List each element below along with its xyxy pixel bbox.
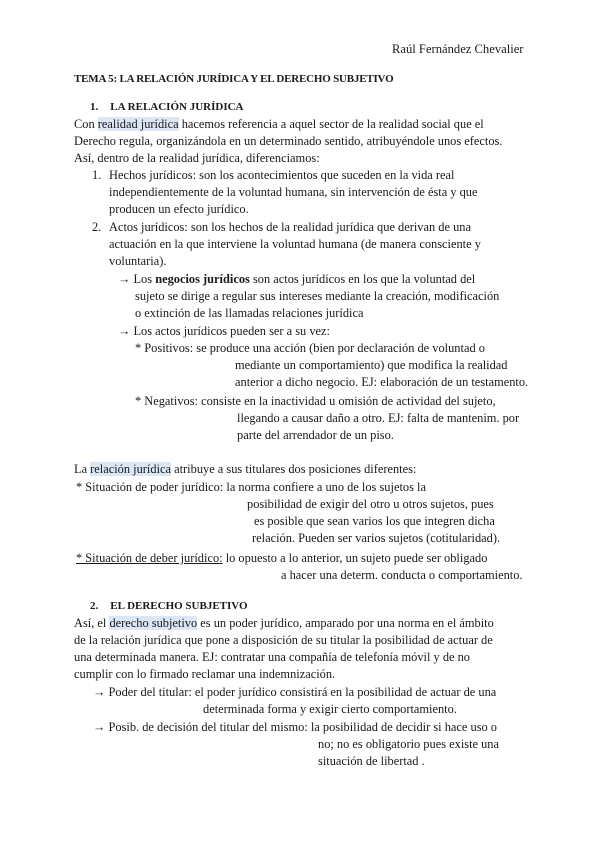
poder-line: * Situación de poder jurídico: la norma confiere a uno de los sujetos la [76, 480, 426, 494]
list-item-line: Hechos jurídicos: son los acontecimientos que suceden en la vida real [109, 168, 455, 182]
term-relacion-juridica: relación jurídica [90, 462, 172, 476]
negativos-line: llegando a causar daño a otro. EJ: falta de mantenim. por [237, 411, 520, 425]
section-1-title: LA RELACIÓN JURÍDICA [110, 101, 244, 113]
paragraph-line: de la relación jurídica que pone a disposición de su titular la posibilidad de actuar de [74, 633, 493, 647]
positivos-line: * Positivos: se produce una acción (bien por declaración de voluntad o [135, 341, 485, 355]
term-realidad-juridica: realidad jurídica [97, 117, 179, 131]
author-name: Raúl Fernández Chevalier [392, 42, 524, 56]
paragraph-line: Así, dentro de la realidad jurídica, diferenciamos: [74, 151, 320, 165]
negocios-line: sujeto se dirige a regular sus intereses mediante la creación, modificación [135, 289, 500, 303]
paragraph-line: Así, el derecho subjetivo es un poder jurídico, amparado por una norma en el ámbito [74, 616, 494, 630]
section-1-heading [90, 99, 244, 115]
actos-line: → Los actos jurídicos pueden ser a su vez: [118, 324, 330, 338]
poder-titular-line: determinada forma y exigir cierto comportamiento. [203, 702, 457, 716]
paragraph-line: una determinada manera. EJ: contratar una compañía de telefonía móvil y de no [74, 650, 470, 664]
document-title: TEMA 5: LA RELACIÓN JURÍDICA Y EL DERECHO SUBJETIVO [74, 73, 394, 85]
list-item-line: Actos jurídicos: son los hechos de la realidad jurídica que derivan de una [109, 220, 471, 234]
section-2-heading [90, 598, 248, 614]
paragraph-line: cumplir con lo firmado reclamar una indemnización. [74, 667, 336, 681]
positivos-line: anterior a dicho negocio. EJ: elaboración de un testamento. [235, 375, 529, 389]
list-item-line: actuación en la que interviene la voluntad humana (de manera consciente y [109, 237, 481, 251]
section-2-title: EL DERECHO SUBJETIVO [110, 600, 248, 612]
negativos-line: parte del arrendador de un piso. [237, 428, 394, 442]
paragraph-line: Derecho regula, organizándola en un determinado sentido, atribuyéndole unos efectos. [74, 134, 503, 148]
posib-decision-line: no; no es obligatorio pues existe una [318, 737, 500, 751]
relacion-line: La relación jurídica atribuye a sus titulares dos posiciones diferentes: [74, 462, 417, 476]
positivos-line: mediante un comportamiento) que modifica la realidad [235, 358, 508, 372]
posib-decision-line: → Posib. de decisión del titular del mismo: la posibilidad de decidir si hace uso o [93, 720, 498, 734]
poder-line: relación. Pueden ser varios sujetos (cotitularidad). [252, 531, 501, 545]
list-item-number: 2. [92, 220, 102, 234]
term-negocios-juridicos: negocios jurídicos [155, 272, 250, 286]
paragraph-line: Con realidad jurídica hacemos referencia a aquel sector de la realidad social que el [74, 117, 484, 131]
deber-label: * Situación de deber jurídico: [76, 551, 223, 565]
posib-decision-line: situación de libertad . [318, 754, 425, 768]
poder-titular-line: → Poder del titular: el poder jurídico consistirá en la posibilidad de actuar de una [93, 685, 497, 699]
term-derecho-subjetivo: derecho subjetivo [109, 616, 198, 630]
deber-line: * Situación de deber jurídico: lo opuesto a lo anterior, un sujeto puede ser obligado [76, 551, 488, 565]
section-2-number: 2. [90, 600, 99, 612]
poder-line: posibilidad de exigir del otro u otros sujetos, pues [247, 497, 494, 511]
negocios-line: o extinción de las llamadas relaciones jurídica [135, 306, 364, 320]
section-1-number: 1. [90, 101, 99, 113]
poder-line: es posible que sean varios los que integren dicha [254, 514, 495, 528]
list-item-line: voluntaria). [109, 254, 167, 268]
negativos-line: * Negativos: consiste en la inactividad u omisión de actividad del sujeto, [135, 394, 496, 408]
deber-line: a hacer una determ. conducta o comportamiento. [281, 568, 523, 582]
list-item-line: producen un efecto jurídico. [109, 202, 249, 216]
list-item-number: 1. [92, 168, 102, 182]
negocios-line: → Los negocios jurídicos son actos jurídicos en los que la voluntad del [118, 272, 476, 286]
list-item-line: independientemente de la voluntad humana, sin intervención de ésta y que [109, 185, 478, 199]
